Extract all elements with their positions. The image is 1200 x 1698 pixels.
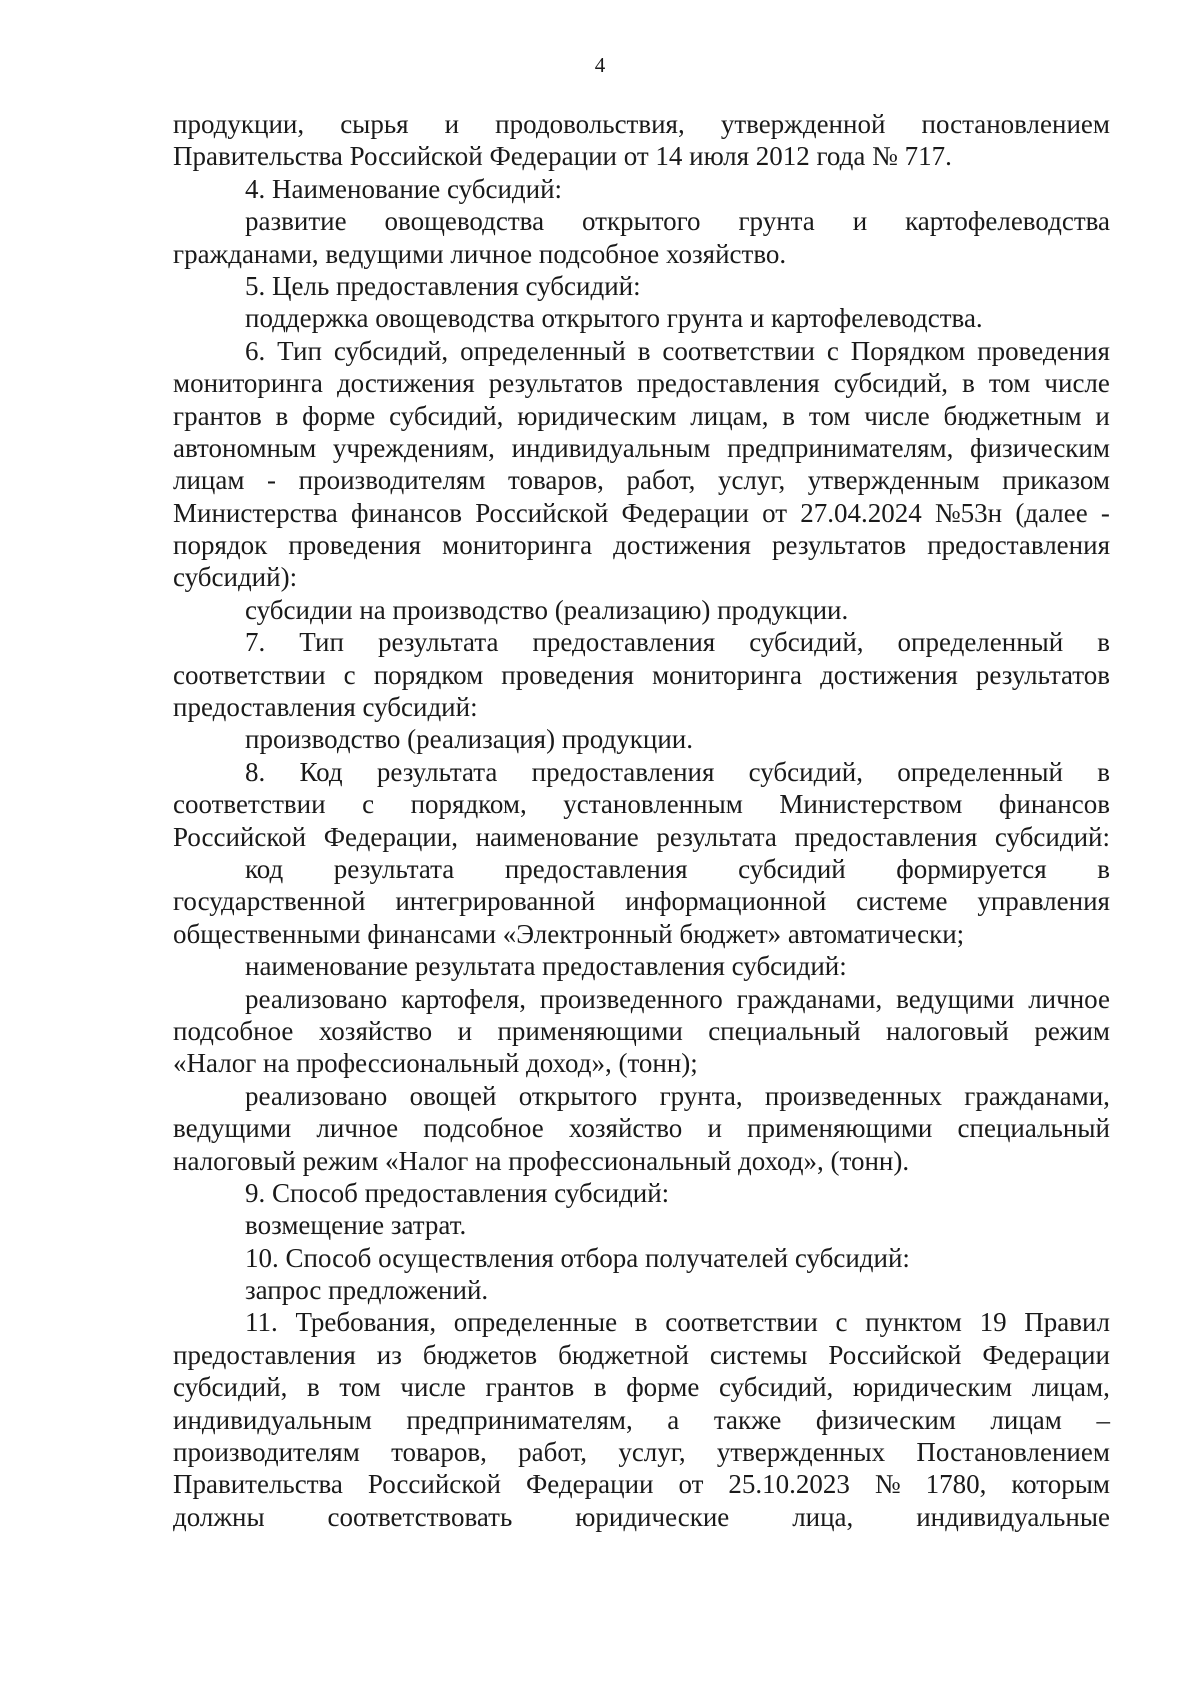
text-line: предоставления субсидий:	[173, 692, 478, 723]
word: Правил	[1024, 1307, 1110, 1338]
word: с	[835, 1307, 848, 1338]
word: 1780,	[925, 1469, 987, 1500]
word: порядком	[373, 659, 484, 690]
word: реализовано	[245, 1080, 388, 1111]
text-line: 4. Наименование субсидий:	[245, 173, 563, 204]
word: утвержденным	[807, 465, 980, 496]
text-line	[173, 853, 1110, 885]
word: пунктом	[865, 1307, 962, 1338]
word: субсидий,	[389, 400, 504, 431]
word: картофеля,	[401, 983, 527, 1014]
word: учреждениям,	[332, 432, 495, 463]
word: субсидий	[738, 853, 846, 884]
word: определенный	[460, 335, 626, 366]
word: от	[678, 1469, 704, 1500]
word: субсидий:	[994, 821, 1110, 852]
word: числе	[864, 400, 930, 431]
word: услуг,	[618, 1437, 686, 1468]
word: субсидий,	[833, 368, 949, 399]
word: в	[275, 400, 289, 431]
word: картофелеводства	[905, 206, 1110, 237]
text-line: «Налог на профессиональный доход», (тонн);	[173, 1048, 698, 1079]
word: соответствии	[662, 335, 815, 366]
word: индивидуальные	[916, 1501, 1110, 1532]
word: Постановлением	[916, 1437, 1110, 1468]
word: порядок	[173, 530, 268, 561]
word: достижения	[820, 659, 958, 690]
text-line: производство (реализация) продукции.	[245, 724, 693, 755]
word: определенный	[897, 756, 1063, 787]
word: и	[707, 1113, 722, 1144]
text-line	[173, 1015, 1110, 1047]
word: физическим	[815, 1404, 956, 1435]
word: налоговый	[886, 1015, 1009, 1046]
word: в	[306, 1372, 320, 1403]
word: результатов	[975, 659, 1110, 690]
text-line: запрос предложений.	[245, 1275, 489, 1306]
word: работ,	[518, 1437, 588, 1468]
page-number: 4	[594, 53, 606, 77]
word: предоставления	[504, 853, 688, 884]
document-body	[173, 108, 1110, 1533]
word: достижения	[613, 530, 751, 561]
word: Федерации	[621, 497, 749, 528]
word: лицам	[173, 465, 245, 496]
word: форме	[626, 1372, 700, 1403]
word: из	[376, 1339, 402, 1370]
word: порядком,	[410, 789, 527, 820]
word: информационной	[625, 886, 827, 917]
text-line	[173, 529, 1110, 561]
word: 8.	[245, 756, 266, 787]
word: предпринимателям,	[727, 432, 954, 463]
word: системы	[709, 1339, 808, 1370]
word: №53н	[934, 497, 1003, 528]
text-line	[173, 1306, 1110, 1338]
word: подсобное	[423, 1113, 544, 1144]
word: произведенных	[764, 1080, 942, 1111]
word: физическим	[970, 432, 1110, 463]
word: предоставления	[794, 821, 978, 852]
text-line: субсидии на производство (реализацию) продукции.	[245, 594, 849, 625]
word: продовольствия,	[495, 109, 685, 139]
word: том	[339, 1372, 381, 1403]
word: 7.	[245, 627, 266, 658]
word: грунта,	[659, 1080, 743, 1111]
word: субсидий,	[749, 627, 864, 658]
word: субсидий,	[718, 1372, 834, 1403]
word: применяющими	[497, 1015, 683, 1046]
word: -	[267, 465, 277, 496]
word: лицам	[990, 1404, 1062, 1435]
text-line: возмещение затрат.	[245, 1210, 467, 1241]
word: индивидуальным	[173, 1404, 372, 1435]
word: гражданами,	[964, 1080, 1110, 1111]
word: грантов	[485, 1372, 575, 1403]
text-line	[173, 821, 1110, 853]
word: а	[667, 1404, 680, 1435]
word: соответствии	[665, 1307, 818, 1338]
word: субсидий,	[173, 1372, 288, 1403]
text-line: Правительства Российской Федерации от 14 июля 2012 года № 717.	[173, 141, 952, 172]
word: овощей	[409, 1080, 497, 1111]
text-line	[173, 1080, 1110, 1112]
word: Порядком	[850, 335, 966, 366]
text-line	[173, 108, 1110, 140]
text-line	[173, 659, 1110, 691]
text-line	[173, 1468, 1110, 1500]
word: в	[637, 335, 651, 366]
word: с	[362, 789, 375, 820]
word: результата	[377, 627, 499, 658]
word: результатов	[772, 530, 907, 561]
text-line	[173, 335, 1110, 367]
word: -	[1100, 497, 1110, 528]
word: установленным	[563, 789, 743, 820]
word: товаров,	[508, 465, 604, 496]
word: также	[713, 1404, 782, 1435]
word: производителям	[298, 465, 486, 496]
word: в	[1097, 853, 1110, 884]
word: Министерства	[173, 497, 338, 528]
word: результатов	[488, 368, 623, 399]
text-line	[173, 1371, 1110, 1403]
word: утвержденных	[716, 1437, 886, 1468]
word: мониторинга	[652, 659, 802, 690]
word: соответствии	[173, 659, 326, 690]
text-line	[173, 1501, 1110, 1533]
word: овощеводства	[384, 206, 545, 237]
word: финансов	[350, 497, 463, 528]
word: развитие	[245, 206, 347, 237]
word: проведения	[288, 530, 422, 561]
word: в	[962, 368, 975, 399]
word: результата	[333, 853, 455, 884]
word: утвержденной	[720, 109, 886, 139]
word: 19	[979, 1307, 1007, 1338]
word: юридическим	[517, 400, 677, 431]
word: в	[1097, 627, 1110, 658]
word: форме	[302, 400, 376, 431]
word: и	[852, 206, 868, 237]
word: результата	[656, 821, 777, 852]
text-line	[173, 788, 1110, 820]
word: наименование	[475, 821, 639, 852]
word: Российской	[475, 497, 609, 528]
text-line: 5. Цель предоставления субсидий:	[245, 270, 641, 301]
word: произведенного	[539, 983, 723, 1014]
word: предоставления	[532, 627, 716, 658]
word: интегрированной	[395, 886, 596, 917]
word: в	[782, 400, 796, 431]
word: производителям	[173, 1437, 360, 1468]
text-line	[173, 205, 1110, 237]
word: подсобное	[173, 1015, 294, 1046]
word: предоставления	[531, 756, 715, 787]
text-line	[173, 756, 1110, 788]
word: и	[457, 1015, 473, 1046]
word: 25.10.2023	[728, 1469, 850, 1500]
word: с	[343, 659, 356, 690]
word: Тип	[299, 627, 344, 658]
word: приказом	[1002, 465, 1110, 496]
word: личное	[1028, 983, 1110, 1014]
word: в	[634, 1307, 648, 1338]
word: постановлением	[921, 109, 1110, 139]
text-line: налоговый режим «Налог на профессиональный доход», (тонн).	[173, 1145, 910, 1176]
word: бюджетной	[558, 1339, 689, 1370]
word: Российской	[828, 1339, 962, 1370]
word: государственной	[173, 886, 366, 917]
word: в	[1097, 756, 1110, 787]
word: предпринимателям,	[406, 1404, 633, 1435]
text-line	[173, 1339, 1110, 1371]
text-line: субсидий):	[173, 562, 298, 593]
word: и	[1095, 400, 1110, 431]
word: предоставления	[927, 530, 1110, 561]
word: открытого	[582, 206, 701, 237]
word: Требования,	[295, 1307, 437, 1338]
word: соответствовать	[327, 1501, 513, 1532]
word: код	[245, 853, 284, 884]
word: том	[808, 400, 851, 431]
text-line	[173, 1112, 1110, 1144]
word: от	[762, 497, 788, 528]
text-line: 9. Способ предоставления субсидий:	[245, 1177, 670, 1208]
word: индивидуальным	[511, 432, 711, 463]
word: гражданами,	[736, 983, 883, 1014]
word: формируется	[896, 853, 1047, 884]
word: результата	[376, 756, 498, 787]
word: субсидий,	[748, 756, 863, 787]
word: работ,	[626, 465, 696, 496]
word: 11.	[245, 1307, 278, 1338]
word: лицам,	[1031, 1372, 1110, 1403]
word: юридические	[575, 1501, 730, 1532]
text-line	[173, 400, 1110, 432]
word: применяющими	[747, 1113, 933, 1144]
text-line	[173, 497, 1110, 529]
text-line: 10. Способ осуществления отбора получателей субсидий:	[245, 1242, 910, 1273]
text-line	[173, 885, 1110, 917]
word: специальный	[957, 1113, 1110, 1144]
word: товаров,	[391, 1437, 487, 1468]
word: Российской	[367, 1469, 501, 1500]
word: Федерации	[525, 1469, 654, 1500]
word: мониторинга	[173, 368, 323, 399]
word: системе	[856, 886, 948, 917]
word: Федерации	[982, 1339, 1110, 1370]
word: мониторинга	[442, 530, 593, 561]
word: ведущими	[896, 983, 1015, 1014]
word: автономным	[173, 432, 317, 463]
text-line: общественными финансами «Электронный бюджет» автоматически;	[173, 918, 965, 949]
word: хозяйство	[568, 1113, 683, 1144]
word: 27.04.2024	[800, 497, 922, 528]
word: управления	[977, 886, 1110, 917]
word: и	[444, 109, 460, 139]
word: лицам,	[690, 400, 769, 431]
text-line	[173, 432, 1110, 464]
word: открытого	[518, 1080, 638, 1111]
text-line: поддержка овощеводства открытого грунта и картофелеводства.	[245, 303, 983, 334]
word: в	[593, 1372, 607, 1403]
word: достижения	[336, 368, 475, 399]
text-line: наименование результата предоставления субсидий:	[245, 951, 847, 982]
word: личное	[316, 1113, 399, 1144]
word: грантов	[173, 400, 262, 431]
word: продукции,	[173, 109, 305, 139]
word: определенные	[453, 1307, 618, 1338]
text-line	[173, 367, 1110, 399]
word: числе	[400, 1372, 466, 1403]
word: должны	[173, 1501, 265, 1532]
text-line: гражданами, ведущими личное подсобное хозяйство.	[173, 238, 787, 269]
word: –	[1096, 1404, 1110, 1435]
text-line	[173, 626, 1110, 658]
word: проведения	[501, 659, 634, 690]
word: финансов	[998, 789, 1110, 820]
word: хозяйство	[318, 1015, 433, 1046]
word: режим	[1034, 1015, 1110, 1046]
word: Федерации,	[323, 821, 458, 852]
text-line	[173, 1404, 1110, 1436]
word: субсидий,	[333, 335, 449, 366]
word: ведущими	[173, 1113, 292, 1144]
word: предоставления	[173, 1339, 356, 1370]
word: №	[874, 1469, 901, 1500]
text-line	[173, 464, 1110, 496]
text-line	[173, 1436, 1110, 1468]
word: Российской	[173, 821, 307, 852]
word: юридическим	[852, 1372, 1013, 1403]
text-line	[173, 983, 1110, 1015]
word: бюджетов	[422, 1339, 538, 1370]
word: (далее	[1015, 497, 1088, 528]
word: Правительства	[173, 1469, 343, 1500]
word: сырья	[340, 109, 409, 139]
word: числе	[1044, 368, 1110, 399]
word: бюджетным	[943, 400, 1082, 431]
word: реализовано	[245, 983, 388, 1014]
word: том	[988, 368, 1031, 399]
word: услуг,	[717, 465, 786, 496]
word: Министерством	[779, 789, 963, 820]
word: специальный	[708, 1015, 861, 1046]
word: проведения	[977, 335, 1110, 366]
word: которым	[1011, 1469, 1110, 1500]
word: предоставления	[636, 368, 820, 399]
word: соответствии	[173, 789, 326, 820]
word: Тип	[277, 335, 322, 366]
word: грунта	[738, 206, 815, 237]
word: лица,	[792, 1501, 854, 1532]
word: 6.	[245, 335, 266, 366]
word: с	[826, 335, 839, 366]
word: определенный	[897, 627, 1064, 658]
word: Код	[299, 756, 343, 787]
